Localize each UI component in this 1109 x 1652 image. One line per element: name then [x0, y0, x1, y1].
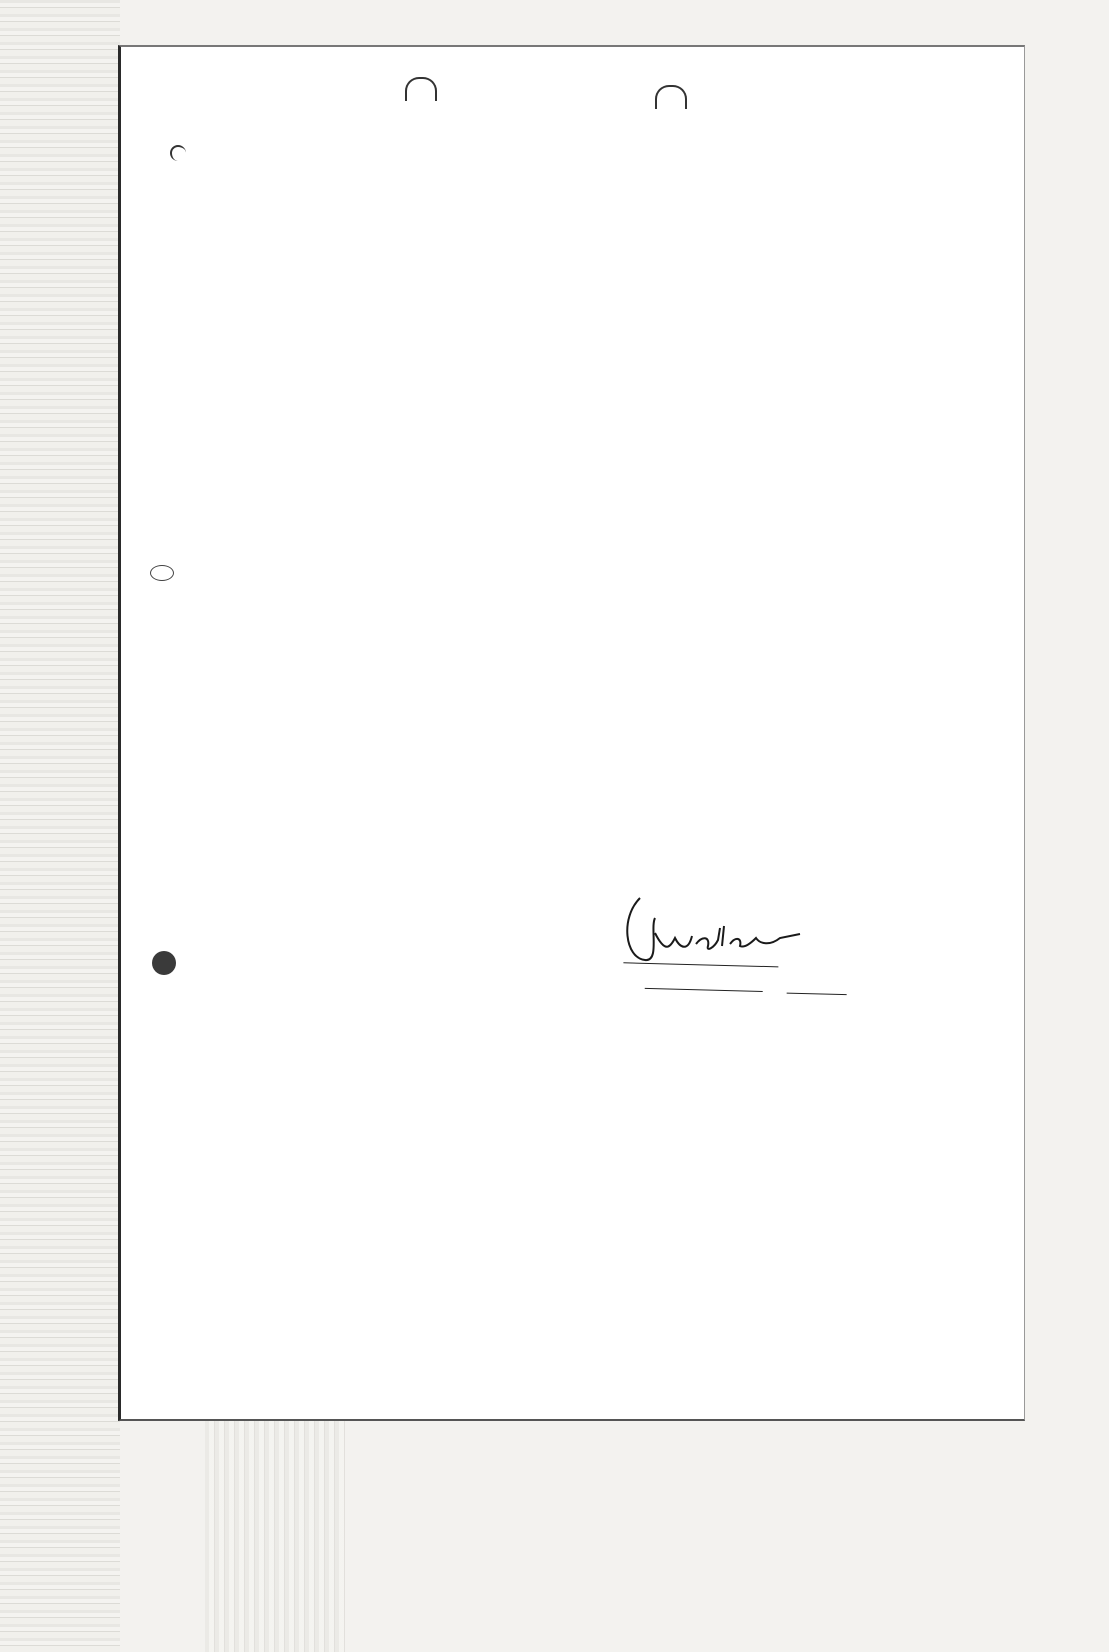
punch-hole-mark: [655, 85, 687, 109]
deputy-signature: [610, 888, 810, 968]
scan-mark: [170, 145, 186, 161]
binder-hole-mark: [152, 951, 176, 975]
punch-hole-mark: [405, 77, 437, 101]
scan-mark: [150, 565, 174, 581]
document-page: [118, 45, 1025, 1421]
scan-bottom-strip: [205, 1420, 345, 1652]
scan-left-margin: [0, 0, 120, 1652]
